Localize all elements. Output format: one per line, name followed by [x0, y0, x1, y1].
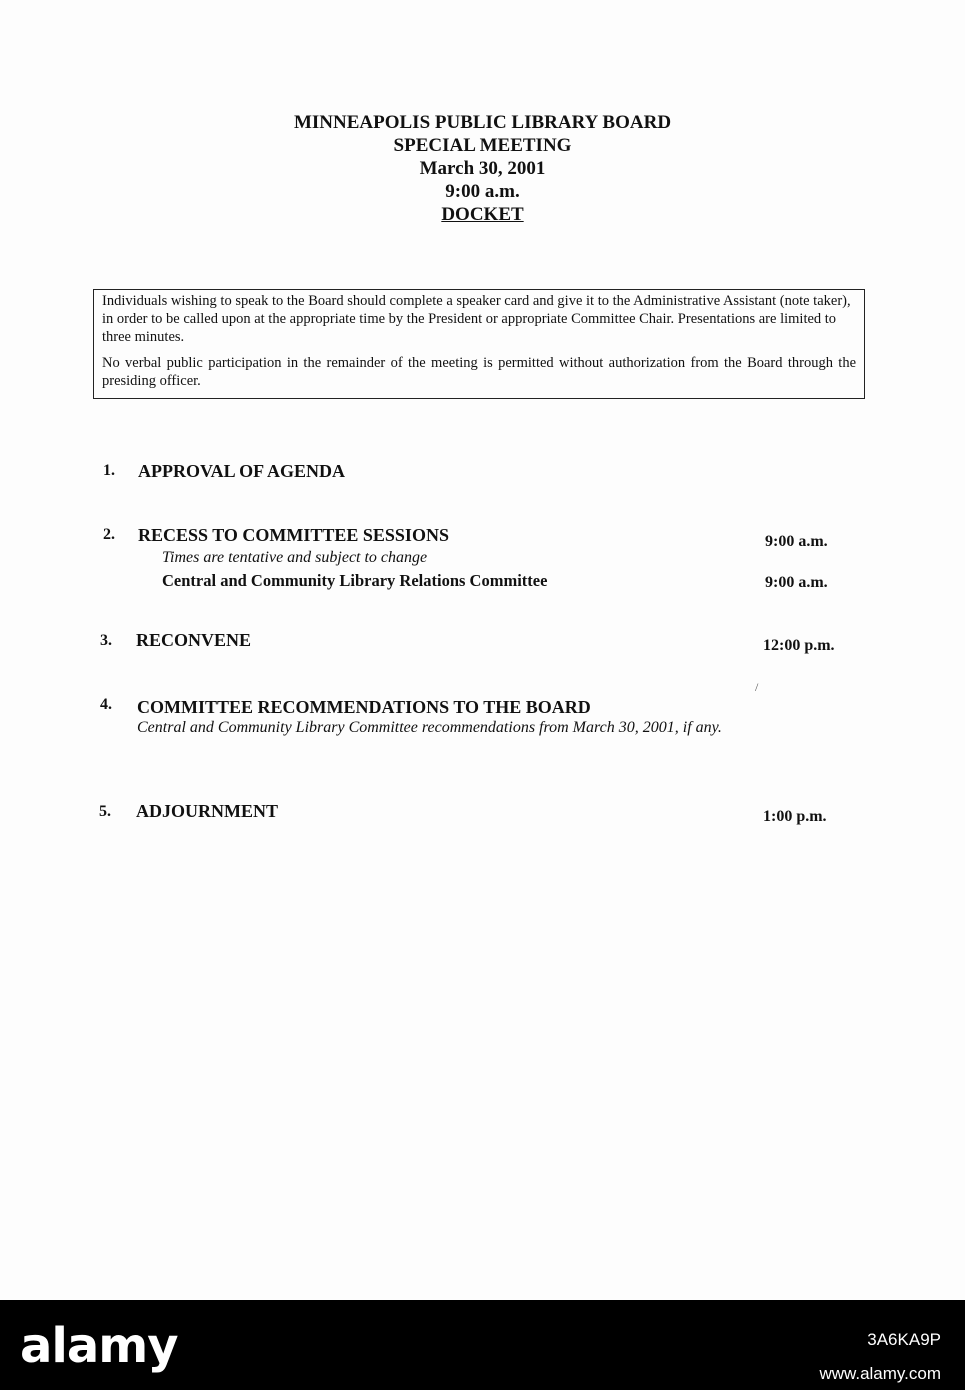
docket-heading	[0, 203, 965, 226]
meeting-time: 9:00 a.m.	[445, 181, 520, 202]
stray-mark: /	[755, 680, 759, 694]
item-3-number: 3.	[100, 632, 112, 649]
item-5-title: ADJOURNMENT	[136, 801, 278, 821]
item-2-note: Times are tentative and subject to change	[162, 549, 428, 566]
docket-label: DOCKET	[441, 204, 524, 225]
item-1-title: APPROVAL OF AGENDA	[138, 461, 346, 481]
item-4-note: Central and Community Library Committee recommendations from March 30, 2001, if any.	[137, 719, 722, 736]
item-2-committee-time: 9:00 a.m.	[765, 574, 828, 591]
site-url: www.alamy.com	[819, 1364, 941, 1383]
board-title: MINNEAPOLIS PUBLIC LIBRARY BOARD	[293, 112, 672, 133]
item-2-title: RECESS TO COMMITTEE SESSIONS	[138, 525, 449, 545]
stock-watermark-bar	[0, 1300, 965, 1390]
item-3-title: RECONVENE	[136, 630, 252, 650]
item-4-title: COMMITTEE RECOMMENDATIONS TO THE BOARD	[137, 697, 591, 717]
item-1-number: 1.	[103, 462, 115, 479]
item-5-time: 1:00 p.m.	[763, 808, 827, 825]
item-2-committee: Central and Community Library Relations Committee	[162, 571, 548, 590]
meeting-date: March 30, 2001	[419, 158, 546, 179]
notice-paragraph-1: Individuals wishing to speak to the Board should complete a speaker card and give it to the Administrative Assistant (note taker), in order to be called upon at the appropriate time by the President or appropriate Committee Chair. Presentations are limited to three minutes.	[102, 293, 851, 345]
alamy-logo: alamy	[20, 1318, 178, 1374]
item-2-time: 9:00 a.m.	[765, 533, 828, 550]
watermark-info	[819, 1323, 941, 1391]
item-4-number: 4.	[100, 696, 112, 713]
notice-paragraph-2: No verbal public participation in the remainder of the meeting is permitted without authorization from the Board through the presiding officer.	[102, 355, 856, 389]
image-id: 3A6KA9P	[867, 1330, 941, 1349]
meeting-type: SPECIAL MEETING	[393, 135, 572, 156]
item-2-number: 2.	[103, 526, 115, 543]
item-3-time: 12:00 p.m.	[763, 637, 835, 654]
public-speaking-notice	[93, 289, 865, 399]
item-5-number: 5.	[99, 803, 111, 820]
